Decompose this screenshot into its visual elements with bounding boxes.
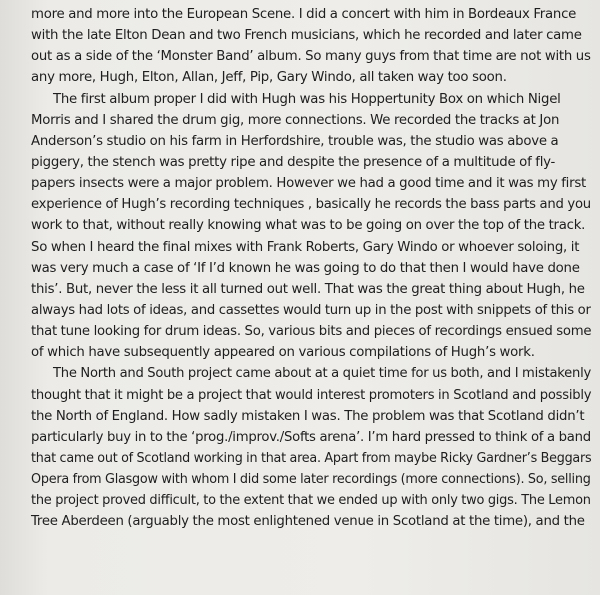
text-line: of which have subsequently appeared on various compilations of Hugh’s work. [31, 345, 535, 361]
text-line: that came out of Scotland working in that area. Apart from maybe Ricky Gardner’s Beggars [31, 450, 592, 466]
text-line: with the late Elton Dean and two French musicians, which he recorded and later came [31, 28, 582, 44]
text-line: was very much a case of ‘If I’d known he was going to do that then I would have done [31, 260, 580, 276]
text-line: particularly buy in to the ‘prog./improv./Softs arena’. I’m hard pressed to think of a band [31, 429, 591, 445]
text-line: always had lots of ideas, and cassettes would turn up in the post with snippets of this or [31, 302, 591, 318]
text-line: Tree Aberdeen (arguably the most enlightened venue in Scotland at the time), and the [31, 514, 585, 530]
text-line: the North of England. How sadly mistaken I was. The problem was that Scotland didn’t [31, 408, 585, 424]
paragraph-first-line: The North and South project came about at a quiet time for us both, and I mistakenly [53, 366, 592, 382]
text-line: that tune looking for drum ideas. So, various bits and pieces of recordings ensued some [31, 324, 592, 340]
text-line: out as a side of the ‘Monster Band’ album. So many guys from that time are not with us [31, 49, 591, 65]
text-line: Anderson’s studio on his farm in Herfordshire, trouble was, the studio was above a [31, 133, 559, 149]
text-line: any more, Hugh, Elton, Allan, Jeff, Pip, Gary Windo, all taken way too soon. [31, 70, 507, 86]
booklet-page-text [31, 0, 591, 533]
text-line: papers insects were a major problem. However we had a good time and it was my first [31, 176, 586, 192]
paragraph-first-line: The first album proper I did with Hugh was his Hoppertunity Box on which Nigel [53, 91, 561, 107]
text-line: this’. But, never the less it all turned out well. That was the great thing about Hugh, he [31, 281, 585, 297]
text-line: thought that it might be a project that would interest promoters in Scotland and possibly [31, 387, 592, 403]
text-line: So when I heard the final mixes with Frank Roberts, Gary Windo or whoever soloing, it [31, 239, 580, 255]
text-line: Morris and I shared the drum gig, more connections. We recorded the tracks at Jon [31, 112, 560, 128]
text-line: experience of Hugh’s recording techniques , basically he records the bass parts and you [31, 197, 591, 213]
text-line: Opera from Glasgow with whom I did some later recordings (more connections). So, selling [31, 472, 591, 488]
text-line: the project proved difficult, to the extent that we ended up with only two gigs. The Lemon [31, 493, 591, 509]
text-line: work to that, without really knowing what was to be going on over the top of the track. [31, 218, 586, 234]
text-line: piggery, the stench was pretty ripe and despite the presence of a multitude of fly- [31, 154, 556, 170]
text-line: more and more into the European Scene. I did a concert with him in Bordeaux France [31, 7, 577, 22]
